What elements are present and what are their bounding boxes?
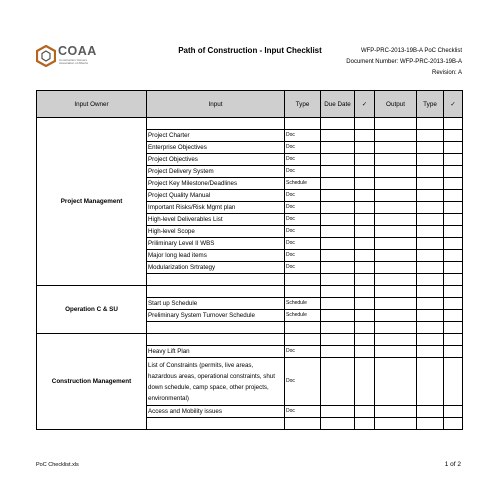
col-header-output: Output <box>375 91 417 118</box>
col-header-output-type: Type <box>417 91 444 118</box>
document-info <box>346 46 462 79</box>
input-cell: Project Key Milestone/Deadlines <box>147 178 285 190</box>
input-checklist-table <box>36 90 463 430</box>
col-header-check: ✓ <box>355 91 375 118</box>
input-cell: Major long lead items <box>147 250 285 262</box>
input-cell: Preliminary System Turnover Schedule <box>147 310 285 322</box>
table-row <box>37 334 463 346</box>
type-cell: Doc <box>285 154 321 166</box>
type-cell: Doc <box>285 358 321 406</box>
owner-construction-management: Construction Management <box>37 334 147 430</box>
table-row <box>37 286 463 298</box>
owner-project-management: Project Management <box>37 118 147 286</box>
page-title: Path of Construction - Input Checklist <box>178 46 322 55</box>
input-cell: Modularization Srtrategy <box>147 262 285 274</box>
input-cell: Important Risks/Risk Mgmt plan <box>147 202 285 214</box>
input-cell: Project Quality Manual <box>147 190 285 202</box>
coaa-logo <box>36 42 116 72</box>
header-row <box>37 91 463 118</box>
type-cell: Doc <box>285 190 321 202</box>
col-header-output-check: ✓ <box>444 91 463 118</box>
input-cell: Priliminary Level II WBS <box>147 238 285 250</box>
input-cell: Enterprise Objectives <box>147 142 285 154</box>
hexagon-logo-icon <box>36 45 56 67</box>
input-cell: Heavy Lift Plan <box>147 346 285 358</box>
doc-revision: Revision: A <box>431 70 462 76</box>
footer-filename: PoC Checklist.xls <box>36 462 79 468</box>
input-cell: High-level Deliverables List <box>147 214 285 226</box>
table-row <box>37 118 463 130</box>
type-cell: Schedule <box>285 178 321 190</box>
col-header-due-date: Due Date <box>321 91 355 118</box>
input-cell: Access and Mobility issues <box>147 406 285 418</box>
input-cell: Project Objectives <box>147 154 285 166</box>
type-cell: Doc <box>285 226 321 238</box>
logo-name: COAA <box>58 44 97 58</box>
type-cell: Doc <box>285 166 321 178</box>
input-cell: Start up Schedule <box>147 298 285 310</box>
type-cell: Doc <box>285 214 321 226</box>
owner-operation-csu: Operation C & SU <box>37 286 147 334</box>
doc-number: Document Number: WFP-PRC-2013-19B-A <box>346 59 462 65</box>
type-cell: Doc <box>285 406 321 418</box>
input-cell: Project Delivery System <box>147 166 285 178</box>
input-cell: High-level Scope <box>147 226 285 238</box>
type-cell: Doc <box>285 262 321 274</box>
col-header-type: Type <box>285 91 321 118</box>
type-cell: Doc <box>285 238 321 250</box>
type-cell: Doc <box>285 130 321 142</box>
type-cell: Schedule <box>285 310 321 322</box>
doc-reference: WFP-PRC-2013-19B-A PoC Checklist <box>360 48 462 54</box>
type-cell: Doc <box>285 250 321 262</box>
logo-subtitle: Construction Owners Association of Alberta <box>59 58 88 66</box>
type-cell: Schedule <box>285 298 321 310</box>
type-cell: Doc <box>285 142 321 154</box>
col-header-input-owner: Input Owner <box>37 91 147 118</box>
type-cell: Doc <box>285 202 321 214</box>
type-cell: Doc <box>285 346 321 358</box>
col-header-input: Input <box>147 91 285 118</box>
footer-page-number: 1 of 2 <box>444 461 461 468</box>
input-cell: Project Charter <box>147 130 285 142</box>
input-cell: List of Constraints (permits, live areas, hazardous areas, operational constraints, shut down schedule, camp space, other projects, environmental) <box>147 358 285 406</box>
